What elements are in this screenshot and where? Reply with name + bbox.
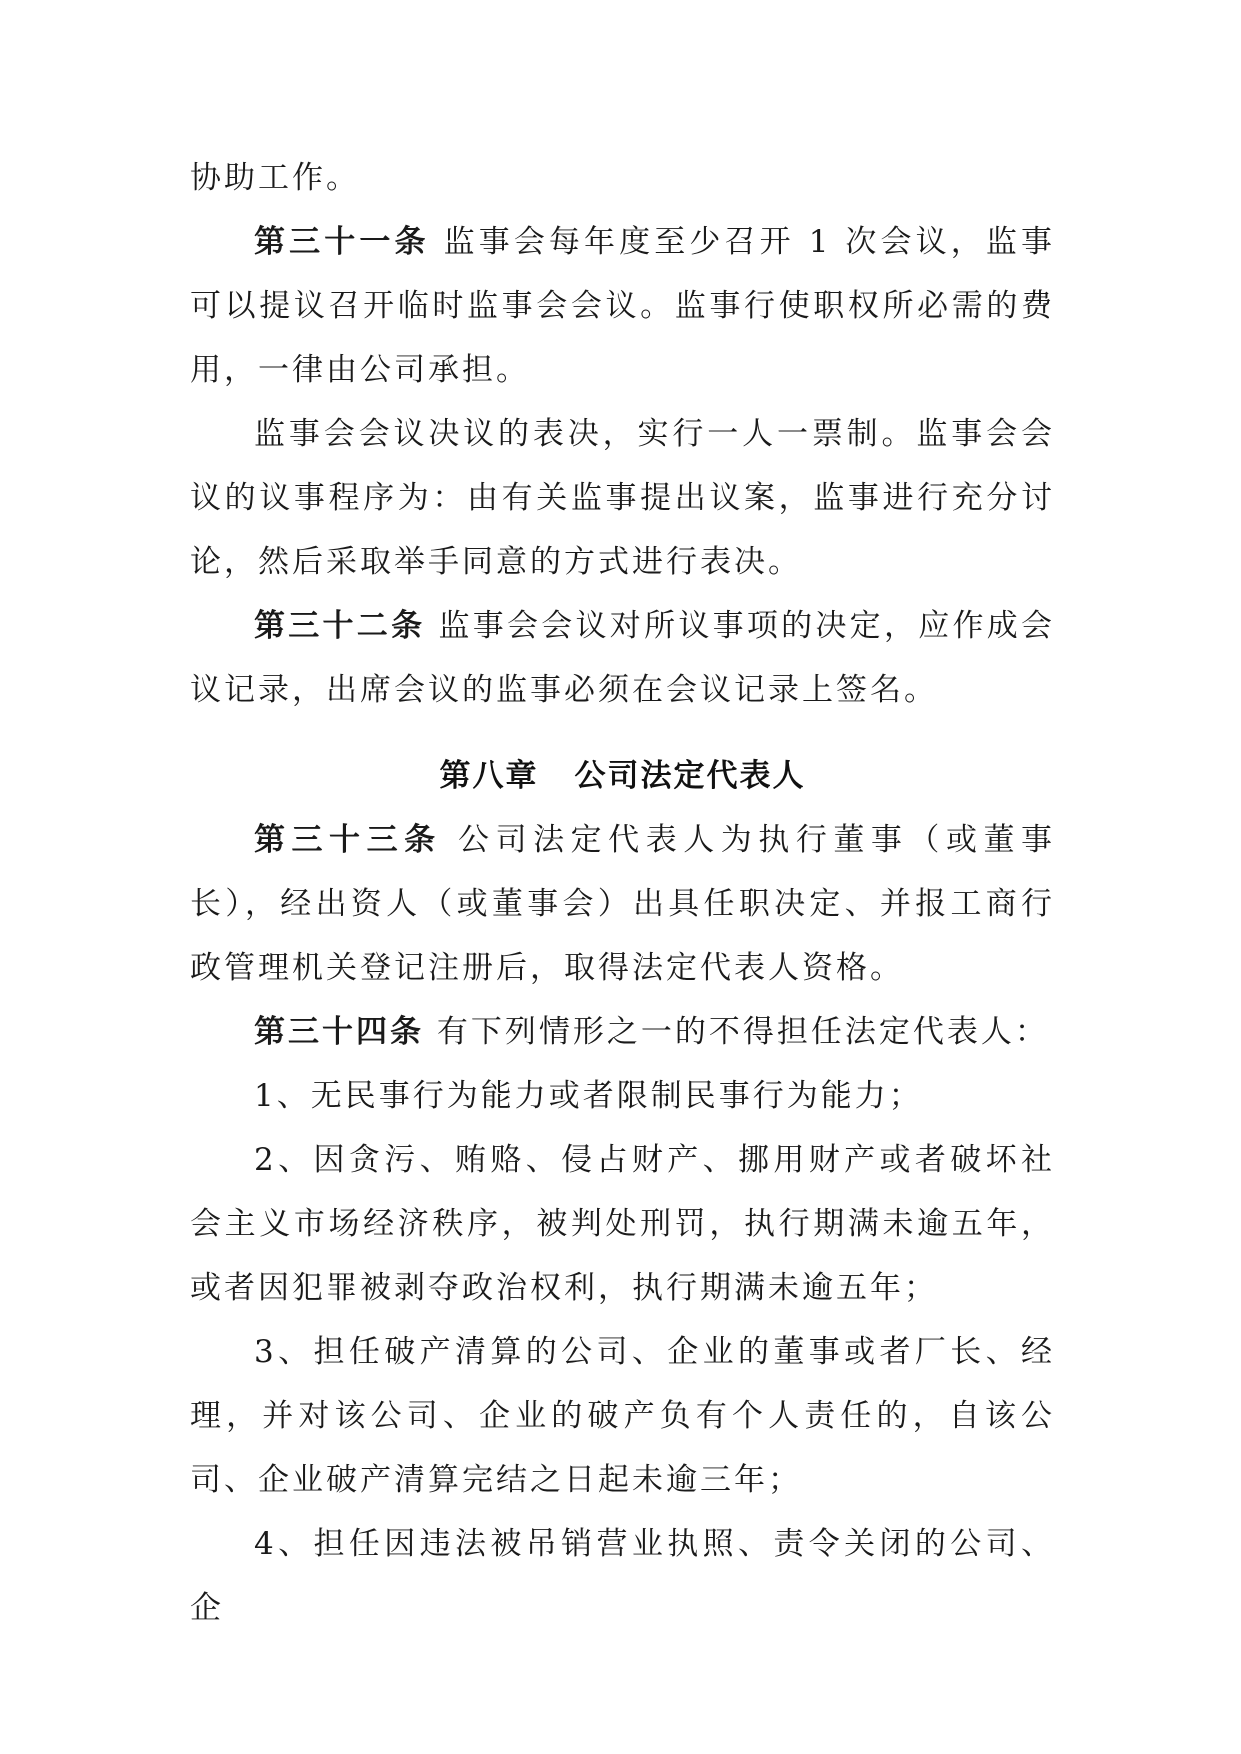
- article-31: [190, 210, 1055, 402]
- article-32: [190, 594, 1055, 722]
- chapter-heading: [190, 744, 1055, 808]
- document-body: [190, 146, 1055, 1640]
- paragraph-text: 公司法定代表人为执行董事（或董事长），经出资人（或董事会）出具任职决定、并报工商行政管理机关登记注册后，取得法定代表人资格。: [190, 822, 1056, 986]
- list-item-text: 4、担任因违法被吊销营业执照、责令关闭的公司、企: [190, 1526, 1055, 1626]
- article-31-voting: [190, 402, 1055, 594]
- article-number: 第三十三条: [254, 822, 442, 858]
- list-item-text: 2、因贪污、贿赂、侵占财产、挪用财产或者破坏社会主义市场经济秩序，被判处刑罚，执行期满未逾五年，或者因犯罪被剥夺政治权利，执行期满未逾五年；: [190, 1142, 1055, 1306]
- list-item-text: 3、担任破产清算的公司、企业的董事或者厂长、经理，并对该公司、企业的破产负有个人责任的，自该公司、企业破产清算完结之日起未逾三年；: [190, 1334, 1055, 1498]
- article-33: [190, 808, 1055, 1000]
- paragraph-text: 协助工作。: [190, 160, 360, 196]
- chapter-number: 第八章: [439, 758, 539, 794]
- article-number: 第三十四条: [254, 1014, 424, 1050]
- article-number: 第三十一条: [254, 224, 430, 260]
- chapter-title: 公司法定代表人: [574, 758, 806, 794]
- paragraph-continuation: [190, 146, 1055, 210]
- article-34: [190, 1000, 1055, 1064]
- paragraph-text: 监事会会议对所议事项的决定，应作成会议记录，出席会议的监事必须在会议记录上签名。: [190, 608, 1056, 708]
- list-item-2: [190, 1128, 1055, 1320]
- list-item-4: [190, 1512, 1055, 1640]
- paragraph-text: 有下列情形之一的不得担任法定代表人：: [436, 1014, 1049, 1050]
- list-item-text: 1、无民事行为能力或者限制民事行为能力；: [254, 1078, 923, 1114]
- list-item-3: [190, 1320, 1055, 1512]
- article-number: 第三十二条: [254, 608, 426, 644]
- paragraph-text: 监事会每年度至少召开 1 次会议，监事可以提议召开临时监事会会议。监事行使职权所必需的费用，一律由公司承担。: [190, 224, 1056, 388]
- list-item-1: [190, 1064, 1055, 1128]
- paragraph-text: 监事会会议决议的表决，实行一人一票制。监事会会议的议事程序为：由有关监事提出议案，监事进行充分讨论，然后采取举手同意的方式进行表决。: [190, 416, 1055, 580]
